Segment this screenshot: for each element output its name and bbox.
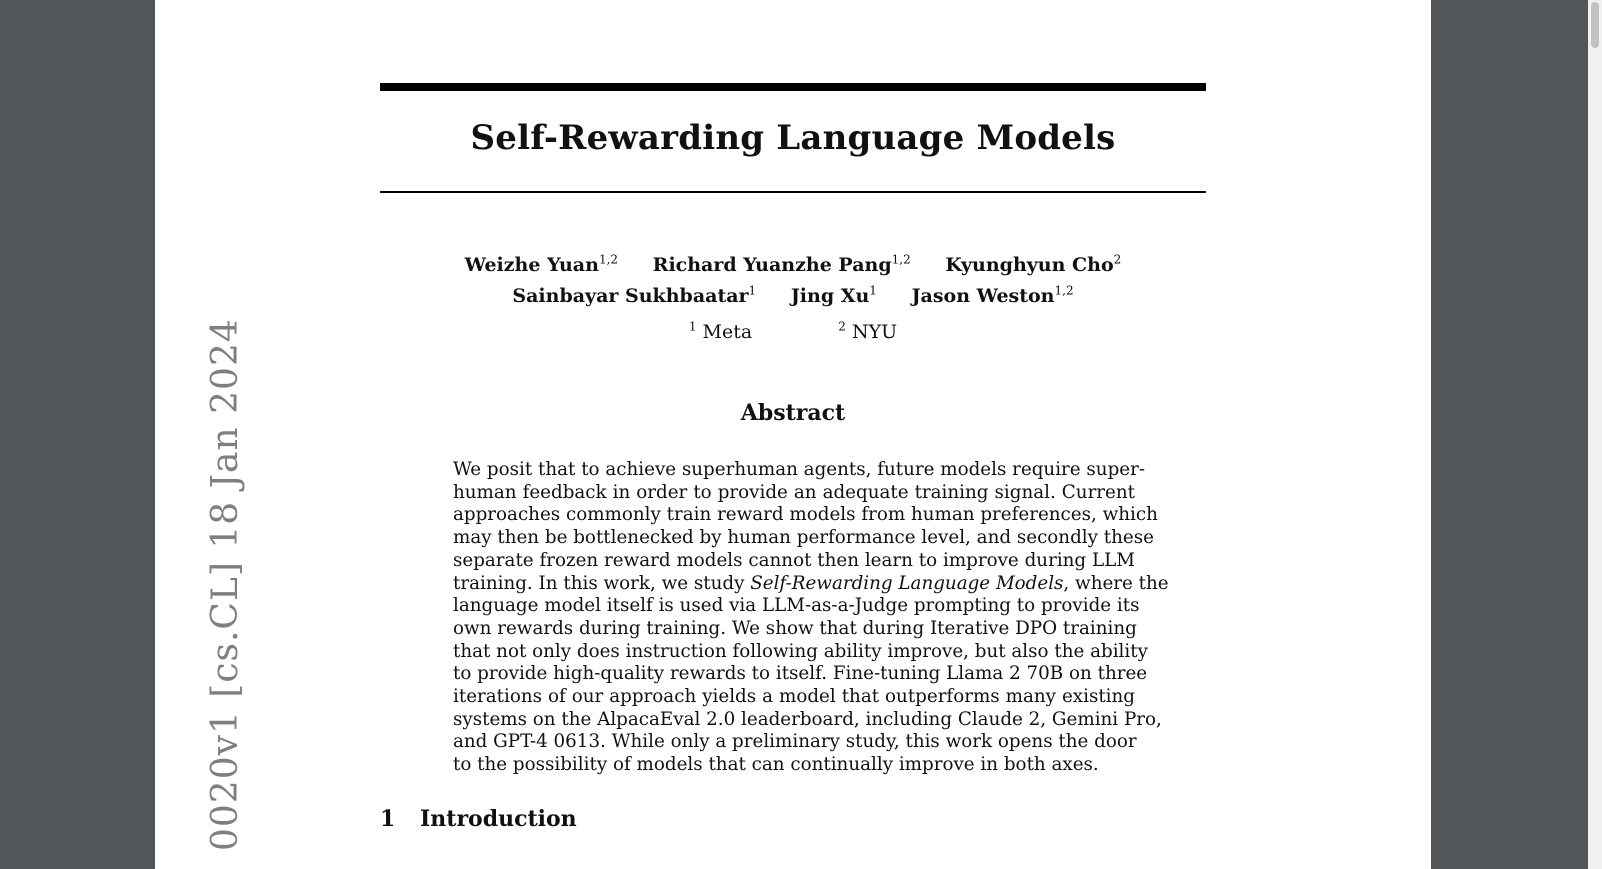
affiliation-meta: $^1$ Meta	[688, 320, 753, 344]
author-line-1	[380, 248, 1206, 278]
section-heading-introduction	[380, 806, 577, 832]
abstract-line: language model itself is used via LLM-as-a-Judge prompting to provide its	[453, 595, 1140, 617]
arxiv-stamp: 0020v1 [cs.CL] 18 Jan 2024	[205, 318, 246, 851]
abstract-line: systems on the AlpacaEval 2.0 leaderboard, including Claude 2, Gemini Pro,	[453, 708, 1162, 730]
affiliation-nyu: $^2$ NYU	[838, 320, 898, 344]
abstract-line: may then be bottlenecked by human performance level, and secondly these	[453, 527, 1154, 549]
author: Jing Xu$^1$	[790, 283, 877, 307]
author: Weizhe Yuan$^{1,2}$	[464, 253, 619, 277]
affiliations	[380, 320, 1206, 343]
section-number: 1	[380, 806, 396, 832]
abstract-line: and GPT-4 0613. While only a preliminary study, this work opens the door	[453, 731, 1137, 753]
section-title: Introduction	[420, 806, 577, 832]
author-list	[380, 248, 1206, 309]
abstract-line: human feedback in order to provide an adequate training signal. Current	[453, 481, 1135, 503]
abstract-line: approaches commonly train reward models from human preferences, which	[453, 504, 1158, 526]
abstract-italic-term: Self-Rewarding Language Models	[750, 572, 1064, 594]
abstract-line: that not only does instruction following ability improve, but also the ability	[453, 640, 1148, 662]
abstract-line: training. In this work, we study Self-Rewarding Language Models, where the	[453, 572, 1169, 594]
title-bottom-rule	[380, 191, 1206, 193]
vertical-scrollbar[interactable]	[1588, 0, 1602, 869]
author: Kyunghyun Cho$^2$	[945, 253, 1122, 277]
abstract-line: iterations of our approach yields a model that outperforms many existing	[453, 686, 1135, 708]
author: Jason Weston$^{1,2}$	[911, 283, 1074, 307]
abstract-line: to provide high-quality rewards to itself. Fine-tuning Llama 2 70B on three	[453, 663, 1148, 685]
paper-title: Self-Rewarding Language Models	[470, 118, 1116, 158]
abstract-body	[453, 459, 1169, 777]
author: Richard Yuanzhe Pang$^{1,2}$	[652, 253, 911, 277]
title-top-rule	[380, 83, 1206, 91]
scrollbar-thumb[interactable]	[1591, 2, 1599, 48]
abstract-line: to the possibility of models that can continually improve in both axes.	[453, 754, 1099, 776]
abstract-line: separate frozen reward models cannot then learn to improve during LLM	[453, 549, 1135, 571]
abstract-line: own rewards during training. We show that during Iterative DPO training	[453, 617, 1137, 639]
author-line-2	[380, 278, 1206, 308]
pdf-page	[155, 0, 1431, 869]
author: Sainbayar Sukhbaatar$^1$	[512, 283, 757, 307]
abstract-heading: Abstract	[740, 400, 846, 426]
abstract-line: We posit that to achieve superhuman agents, future models require super-	[453, 459, 1145, 480]
